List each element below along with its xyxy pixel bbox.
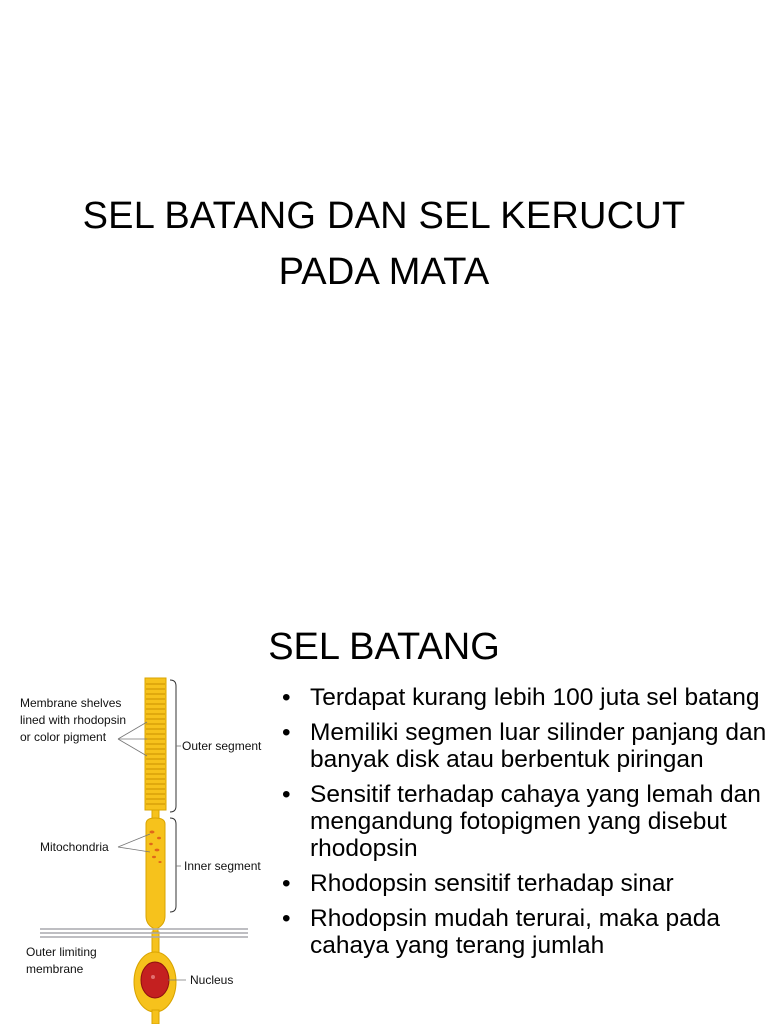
label-nucleus: Nucleus — [190, 973, 234, 987]
rod-cell-diagram — [0, 672, 280, 1024]
bullet-item: • Memiliki segmen luar silinder panjang dan banyak disk atau berbentuk piringan — [282, 719, 768, 773]
inner-segment-bracket — [170, 818, 176, 912]
bullet-item: • Terdapat kurang lebih 100 juta sel batang — [282, 684, 768, 711]
slide-title-line2: PADA MATA — [278, 251, 490, 293]
content-slide — [0, 576, 768, 1024]
outer-segment-bracket — [170, 680, 176, 812]
slide-heading: SEL BATANG — [268, 626, 500, 668]
label-membrane-line2: lined with rhodopsin — [20, 713, 127, 727]
label-membrane-line3: or color pigment — [20, 730, 107, 744]
label-outer-limiting-line2: membrane — [26, 962, 84, 976]
bullet-item: • Rhodopsin sensitif terhadap sinar — [282, 870, 768, 897]
label-outer-segment: Outer segment — [182, 739, 262, 753]
bullet-item: • Rhodopsin mudah terurai, maka pada cahaya yang terang jumlah — [282, 905, 768, 959]
bullet-item: • Sensitif terhadap cahaya yang lemah dan mengandung fotopigmen yang disebut rhodopsin — [282, 781, 768, 862]
axon — [152, 1010, 159, 1024]
label-membrane-line1: Membrane shelves — [20, 696, 122, 710]
label-mitochondria: Mitochondria — [40, 840, 109, 854]
label-inner-segment: Inner segment — [184, 859, 261, 873]
slide-title — [40, 188, 728, 300]
bullet-list — [282, 684, 768, 967]
inner-segment — [146, 818, 165, 934]
slide-title-line1: SEL BATANG DAN SEL KERUCUT — [82, 195, 686, 237]
nucleus-shape — [141, 962, 169, 998]
outer-limiting-membrane — [40, 929, 248, 937]
label-outer-limiting-line1: Outer limiting — [26, 945, 97, 959]
